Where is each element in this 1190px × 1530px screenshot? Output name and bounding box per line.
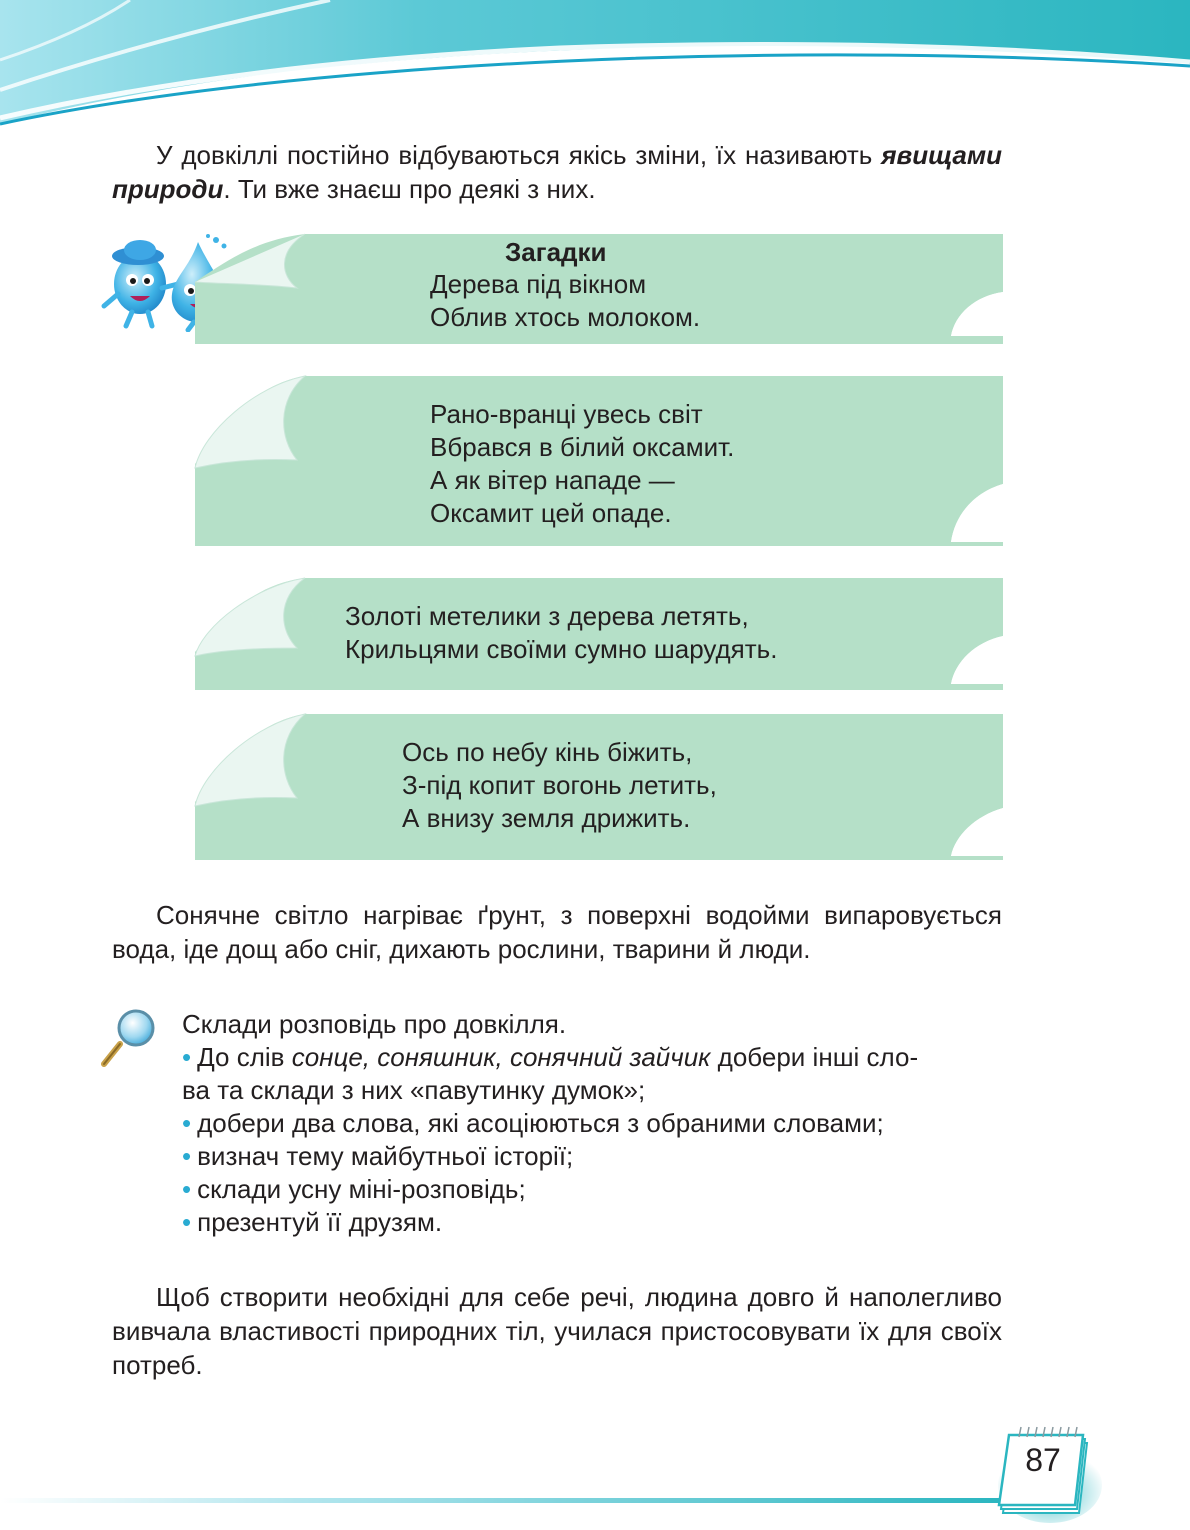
task-bullet-4-text: склади усну міні-розповідь;: [197, 1174, 526, 1204]
bullet-dot: •: [182, 1174, 192, 1204]
riddle-1-text: [430, 268, 700, 334]
intro-emphasis: явищами природи: [112, 140, 1002, 204]
riddle-4-text: [402, 736, 717, 835]
sunlight-paragraph-text: Сонячне світло нагріває ґрунт, з поверхні водойми випаровується вода, іде дощ або сніг, дихають рослини, тварини й люди.: [112, 900, 1002, 964]
riddle-card-3: [185, 576, 1005, 692]
intro-text-end: . Ти вже знаєш про деякі з них.: [223, 174, 596, 204]
bullet-dot: •: [182, 1141, 192, 1171]
riddle-2-line-4: Оксамит цей опаде.: [430, 498, 672, 528]
riddle-title: Загадки: [505, 237, 607, 267]
needs-paragraph-text: Щоб створити необхідні для себе речі, людина довго й наполегливо вивчала властивості природних тіл, училася пристосовувати їх для своїх потреб.: [112, 1282, 1002, 1380]
bullet-dot: •: [182, 1042, 192, 1072]
task-bullet-1-italic: сонце, соняшник, сонячний зайчик: [291, 1042, 711, 1072]
riddle-card-1: [185, 232, 1005, 348]
task-bullet-2: [182, 1107, 1002, 1140]
bullet-dot: •: [182, 1207, 192, 1237]
magnifier-icon: [100, 1008, 160, 1068]
riddle-3-line-2: Крильцями своїми сумно шарудять.: [345, 634, 778, 664]
task-bullet-3: [182, 1140, 1002, 1173]
riddle-card-2: [185, 374, 1005, 548]
task-bullet-1-before: До слів: [197, 1042, 292, 1072]
page-number-badge: [995, 1415, 1105, 1525]
bullet-dot: •: [182, 1108, 192, 1138]
riddle-4-line-2: З-під копит вогонь летить,: [402, 770, 717, 800]
sunlight-paragraph: [112, 898, 1002, 966]
intro-text-start: У довкіллі постійно відбуваються якісь зміни, їх називають: [156, 140, 882, 170]
riddle-3-line-1: Золоті метелики з дерева летять,: [345, 601, 749, 631]
footer-divider: [0, 1497, 1000, 1505]
task-bullet-1-line-1: [182, 1041, 1002, 1074]
riddle-4-line-3: А внизу земля дрижить.: [402, 803, 691, 833]
needs-paragraph: [112, 1280, 1002, 1382]
task-heading: Склади розповідь про довкілля.: [182, 1009, 567, 1039]
task-bullet-1-after: добери інші сло-: [710, 1042, 919, 1072]
task-bullet-2-text: добери два слова, які асоціюються з обраними словами;: [197, 1108, 884, 1138]
riddle-1-line-1: Дерева під вікном: [430, 269, 647, 299]
riddle-4-line-1: Ось по небу кінь біжить,: [402, 737, 693, 767]
task-bullet-5: [182, 1206, 1002, 1239]
riddle-2-line-1: Рано-вранці увесь світ: [430, 399, 703, 429]
header-wave-band: [0, 0, 1190, 140]
riddle-2-text: [430, 398, 734, 530]
riddle-2-line-2: Вбрався в білий оксамит.: [430, 432, 735, 462]
task-bullet-5-text: презентуй її друзям.: [197, 1207, 443, 1237]
task-block: [182, 1008, 1002, 1239]
page-number: 87: [1025, 1442, 1061, 1478]
riddle-card-4: [185, 712, 1005, 862]
riddle-3-text: [345, 600, 777, 666]
task-bullet-1-line-2: ва та склади з них «павутинку думок»;: [182, 1075, 646, 1105]
riddle-1-line-2: Облив хтось молоком.: [430, 302, 701, 332]
intro-paragraph: [112, 138, 1002, 206]
riddle-2-line-3: А як вітер нападе —: [430, 465, 675, 495]
task-bullet-3-text: визнач тему майбутньої історії;: [197, 1141, 574, 1171]
task-bullet-4: [182, 1173, 1002, 1206]
